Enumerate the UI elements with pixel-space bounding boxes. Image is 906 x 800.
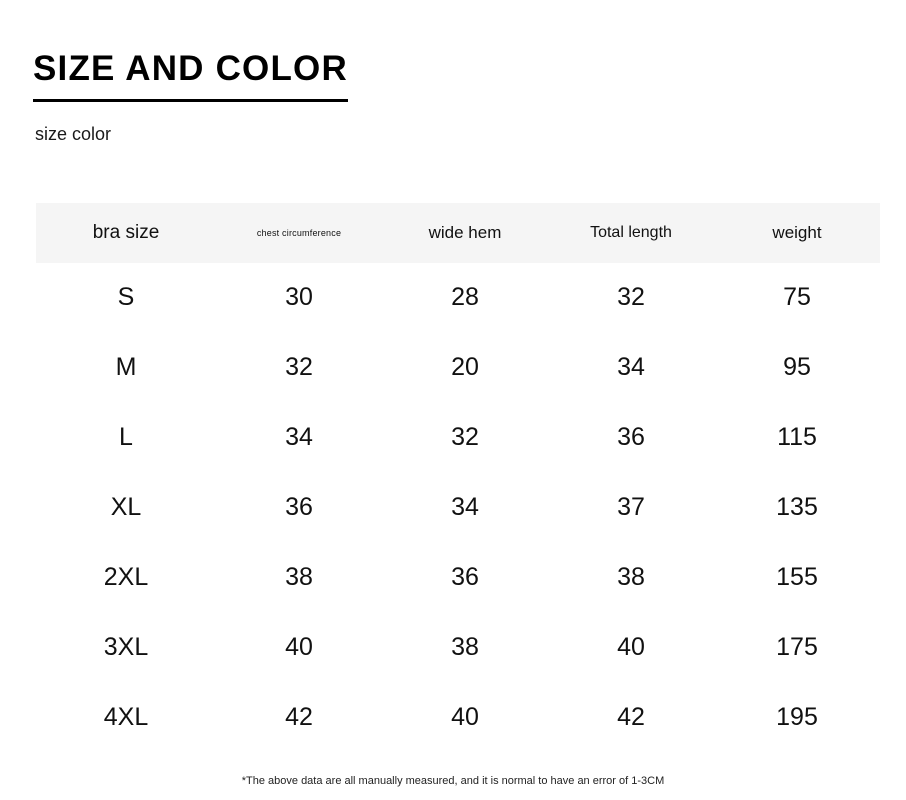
cell-weight: 95 xyxy=(783,353,811,381)
table-header-row xyxy=(36,203,880,263)
cell-length: 34 xyxy=(617,353,645,381)
cell-chest: 38 xyxy=(285,563,313,591)
page-subtitle: size color xyxy=(35,123,112,144)
table-body xyxy=(36,263,880,753)
cell-hem: 34 xyxy=(451,493,479,521)
cell-length: 40 xyxy=(617,633,645,661)
table-row xyxy=(36,403,880,473)
cell-weight: 135 xyxy=(776,493,818,521)
cell-weight: 155 xyxy=(776,563,818,591)
page-title: SIZE AND COLOR xyxy=(33,50,348,102)
size-table-container xyxy=(36,203,870,787)
cell-weight: 175 xyxy=(776,633,818,661)
cell-chest: 40 xyxy=(285,633,313,661)
table-row xyxy=(36,473,880,543)
table-row xyxy=(36,333,880,403)
cell-chest: 34 xyxy=(285,423,313,451)
measurement-footnote: *The above data are all manually measured, and it is normal to have an error of 1-3CM xyxy=(241,774,665,787)
cell-weight: 75 xyxy=(783,283,811,311)
cell-chest: 36 xyxy=(285,493,313,521)
cell-chest: 30 xyxy=(285,283,313,311)
cell-length: 36 xyxy=(617,423,645,451)
column-header-chest-circumference: chest circumference xyxy=(256,227,342,238)
cell-hem: 32 xyxy=(451,423,479,451)
cell-hem: 36 xyxy=(451,563,479,591)
cell-hem: 20 xyxy=(451,353,479,381)
cell-hem: 38 xyxy=(451,633,479,661)
table-row xyxy=(36,683,880,753)
cell-length: 42 xyxy=(617,703,645,731)
column-header-bra-size: bra size xyxy=(92,221,160,243)
cell-size: L xyxy=(119,423,133,451)
table-header xyxy=(36,203,880,263)
cell-weight: 195 xyxy=(776,703,818,731)
page-header xyxy=(0,0,906,145)
column-header-total-length: Total length xyxy=(590,223,672,241)
table-row xyxy=(36,263,880,333)
cell-size: 3XL xyxy=(103,633,149,661)
cell-length: 37 xyxy=(617,493,645,521)
table-row xyxy=(36,613,880,683)
column-header-weight: weight xyxy=(772,222,822,242)
cell-hem: 40 xyxy=(451,703,479,731)
cell-length: 32 xyxy=(617,283,645,311)
cell-size: S xyxy=(117,283,135,311)
size-table xyxy=(36,203,880,753)
cell-length: 38 xyxy=(617,563,645,591)
table-row xyxy=(36,543,880,613)
cell-chest: 32 xyxy=(285,353,313,381)
column-header-wide-hem: wide hem xyxy=(428,222,502,242)
cell-size: 4XL xyxy=(103,703,149,731)
cell-size: 2XL xyxy=(103,563,149,591)
cell-size: XL xyxy=(110,493,142,521)
cell-size: M xyxy=(115,353,137,381)
cell-chest: 42 xyxy=(285,703,313,731)
cell-hem: 28 xyxy=(451,283,479,311)
cell-weight: 115 xyxy=(777,423,817,451)
